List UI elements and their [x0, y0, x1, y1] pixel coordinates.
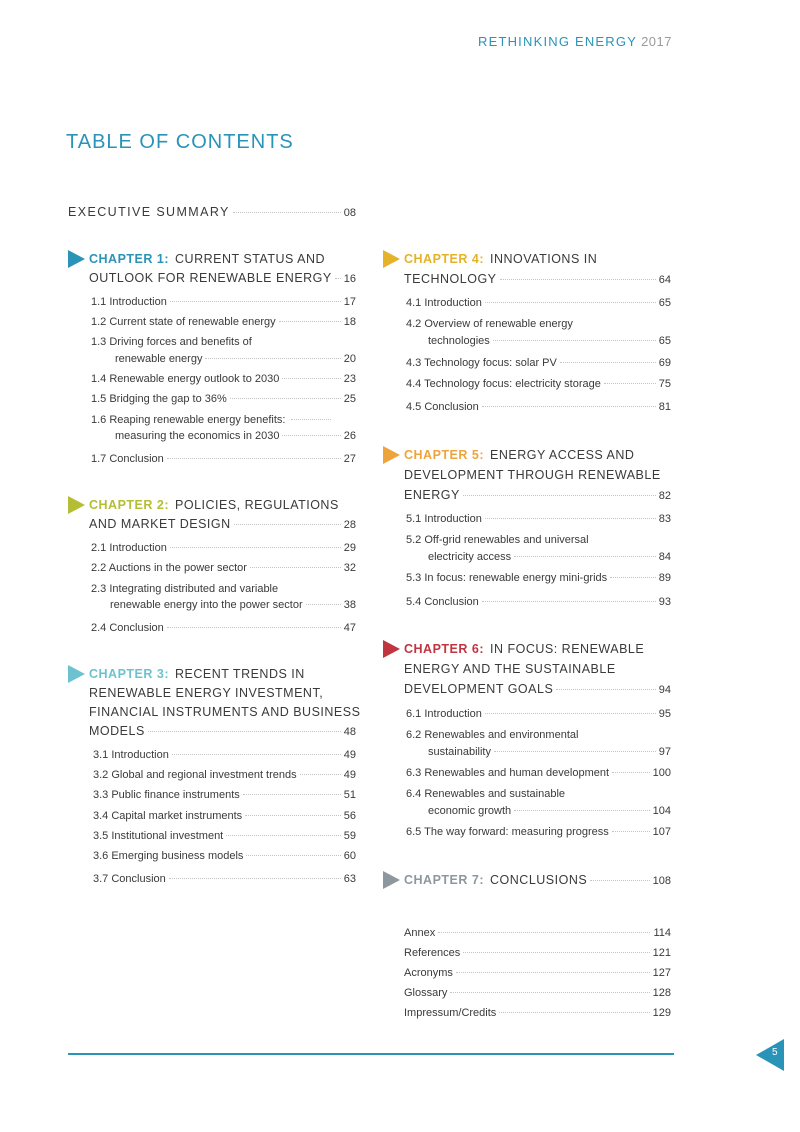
dot-leader	[170, 547, 341, 548]
toc-entry-4-2-line-1[interactable]: 4.2 Overview of renewable energy	[406, 318, 573, 330]
dot-leader	[482, 406, 656, 407]
chapter-2-marker-icon	[68, 496, 85, 514]
toc-entry-label: 3.5 Institutional investment	[93, 830, 224, 842]
dot-leader	[456, 972, 650, 973]
page-title: TABLE OF CONTENTS	[66, 131, 294, 153]
toc-entry-references[interactable]	[404, 947, 671, 959]
dot-leader	[485, 302, 656, 303]
toc-entry-label: References	[404, 947, 461, 959]
toc-entry-label: Glossary	[404, 987, 448, 999]
chapter-title-line: OUTLOOK FOR RENEWABLE ENERGY	[89, 271, 332, 285]
toc-entry-page: 75	[658, 378, 671, 390]
toc-entry-label: economic growth	[428, 805, 512, 817]
dot-leader	[463, 495, 656, 496]
chapter-title-line: ENERGY ACCESS AND	[490, 448, 635, 462]
toc-entry-label: 1.5 Bridging the gap to 36%	[91, 393, 227, 405]
dot-leader	[245, 815, 341, 816]
toc-entry-3-7[interactable]	[93, 873, 356, 885]
toc-entry-label: Acronyms	[404, 967, 453, 979]
toc-entry-page: 25	[343, 393, 356, 405]
toc-entry-page: 65	[658, 297, 671, 309]
toc-entry-label: 3.1 Introduction	[93, 749, 169, 761]
chapter-title-line: AND MARKET DESIGN	[89, 517, 231, 531]
chapter-4-heading[interactable]	[404, 252, 597, 266]
chapter-7-heading[interactable]	[404, 873, 671, 887]
toc-entry-5-2-line-1[interactable]: 5.2 Off-grid renewables and universal	[406, 534, 589, 546]
dot-leader	[500, 279, 656, 280]
toc-entry-label: 2.4 Conclusion	[91, 622, 164, 634]
chapter-number: CHAPTER 1:	[89, 252, 170, 266]
toc-entry-1-4[interactable]	[91, 373, 356, 385]
toc-entry-label: sustainability	[428, 746, 491, 758]
toc-entry-1-6-line-1[interactable]	[91, 414, 356, 426]
chapter-title-line: ENERGY	[404, 488, 460, 502]
dot-leader	[493, 340, 656, 341]
toc-entry-acronyms[interactable]	[404, 967, 671, 979]
toc-entry-page: 16	[343, 273, 356, 285]
chapter-number: CHAPTER 2:	[89, 498, 170, 512]
chapter-2-heading-line-2[interactable]	[89, 517, 356, 531]
chapter-number: CHAPTER 4:	[404, 252, 485, 266]
toc-entry-6-1[interactable]	[406, 708, 671, 720]
dot-leader	[499, 1012, 649, 1013]
toc-entry-label: 6.5 The way forward: measuring progress	[406, 826, 609, 838]
toc-entry-page: 20	[343, 353, 356, 365]
toc-entry-page: 107	[652, 826, 671, 838]
chapter-title-line: INNOVATIONS IN	[490, 252, 598, 266]
toc-entry-page: 60	[343, 850, 356, 862]
toc-entry-page: 49	[343, 749, 356, 761]
toc-entry-3-6[interactable]	[93, 850, 356, 862]
toc-entry-3-3[interactable]	[93, 789, 356, 801]
toc-entry-label: 1.7 Conclusion	[91, 453, 164, 465]
toc-entry-4-4[interactable]	[406, 378, 671, 390]
toc-entry-page: 38	[343, 599, 356, 611]
toc-entry-5-4[interactable]	[406, 596, 671, 608]
chapter-title-line: CONCLUSIONS	[490, 873, 588, 887]
toc-entry-annex[interactable]	[404, 927, 671, 939]
dot-leader	[450, 992, 649, 993]
chapter-3-heading-line-4[interactable]	[89, 724, 356, 738]
dot-leader	[243, 794, 341, 795]
toc-entry-page: 129	[652, 1007, 671, 1019]
toc-entry-1-2[interactable]	[91, 316, 356, 328]
chapter-number: CHAPTER 6:	[404, 642, 485, 656]
toc-entry-label: 4.3 Technology focus: solar PV	[406, 357, 557, 369]
chapter-6-marker-icon	[383, 640, 400, 658]
toc-entry-label: 3.4 Capital market instruments	[93, 810, 243, 822]
toc-entry-page: 51	[343, 789, 356, 801]
dot-leader	[438, 932, 650, 933]
toc-entry-label: 1.4 Renewable energy outlook to 2030	[91, 373, 280, 385]
toc-entry-6-5[interactable]	[406, 826, 671, 838]
chapter-7-marker-icon	[383, 871, 400, 889]
chapter-title-line: MODELS	[89, 724, 145, 738]
toc-entry-label: EXECUTIVE SUMMARY	[68, 205, 230, 219]
dot-leader	[205, 358, 340, 359]
toc-entry-label: electricity access	[428, 551, 512, 563]
dot-leader	[612, 831, 650, 832]
dot-leader	[482, 601, 656, 602]
chapter-5-heading-line-2[interactable]: DEVELOPMENT THROUGH RENEWABLE	[404, 468, 661, 482]
dot-leader	[610, 577, 656, 578]
toc-entry-page: 94	[658, 684, 671, 696]
toc-entry-page: 69	[658, 357, 671, 369]
toc-entry-label: 2.2 Auctions in the power sector	[91, 562, 247, 574]
dot-leader	[485, 518, 656, 519]
chapter-title-line: CURRENT STATUS AND	[175, 252, 326, 266]
dot-leader	[514, 810, 649, 811]
toc-entry-1-5[interactable]	[91, 393, 356, 405]
toc-entry-page: 100	[652, 767, 671, 779]
dot-leader	[300, 774, 341, 775]
toc-entry-executive-summary[interactable]	[68, 205, 356, 219]
toc-entry-page: 27	[343, 453, 356, 465]
toc-entry-label: 4.4 Technology focus: electricity storage	[406, 378, 601, 390]
dot-leader	[612, 772, 650, 773]
chapter-number: CHAPTER 5:	[404, 448, 485, 462]
dot-leader	[170, 301, 341, 302]
chapter-5-heading[interactable]	[404, 448, 634, 462]
toc-entry-page: 82	[658, 490, 671, 502]
toc-entry-page: 108	[652, 875, 671, 887]
dot-leader	[485, 713, 656, 714]
toc-entry-label: technologies	[428, 335, 490, 347]
toc-entry-4-1[interactable]	[406, 297, 671, 309]
toc-entry-5-2[interactable]	[428, 551, 671, 563]
toc-entry-3-5[interactable]	[93, 830, 356, 842]
dot-leader	[282, 378, 340, 379]
toc-entry-page: 08	[343, 207, 356, 219]
toc-entry-page: 97	[658, 746, 671, 758]
toc-entry-6-2-line-1[interactable]: 6.2 Renewables and environmental	[406, 729, 579, 741]
toc-entry-5-1[interactable]	[406, 513, 671, 525]
toc-entry-page: 121	[652, 947, 671, 959]
toc-entry-1-3[interactable]	[115, 353, 356, 365]
footer-rule	[68, 1053, 674, 1055]
toc-entry-page: 93	[658, 596, 671, 608]
toc-entry-label: 4.1 Introduction	[406, 297, 482, 309]
chapter-title-line: RECENT TRENDS IN	[175, 667, 305, 681]
chapter-6-heading-line-2[interactable]: ENERGY AND THE SUSTAINABLE	[404, 662, 616, 676]
dot-leader	[167, 627, 341, 628]
dot-leader	[514, 556, 656, 557]
dot-leader	[230, 398, 341, 399]
running-header	[478, 34, 672, 49]
chapter-6-heading[interactable]	[404, 642, 644, 656]
toc-entry-page: 48	[343, 726, 356, 738]
dot-leader	[246, 855, 340, 856]
toc-entry-label: 6.1 Introduction	[406, 708, 482, 720]
toc-entry-label: 5.3 In focus: renewable energy mini-grids	[406, 572, 608, 584]
publication-year: 2017	[641, 34, 672, 49]
dot-leader	[463, 952, 649, 953]
toc-entry-glossary[interactable]	[404, 987, 671, 999]
toc-entry-page: 104	[652, 805, 671, 817]
toc-entry-label: Impressum/Credits	[404, 1007, 497, 1019]
dot-leader	[169, 878, 341, 879]
chapter-5-heading-line-3[interactable]	[404, 488, 671, 502]
chapter-4-marker-icon	[383, 250, 400, 268]
chapter-title-line: POLICIES, REGULATIONS	[175, 498, 339, 512]
chapter-3-marker-icon	[68, 665, 85, 683]
toc-entry-page: 49	[343, 769, 356, 781]
toc-entry-label: 3.3 Public finance instruments	[93, 789, 240, 801]
chapter-title-line: TECHNOLOGY	[404, 272, 497, 286]
toc-entry-2-4[interactable]	[91, 622, 356, 634]
page-number: 5	[772, 1047, 778, 1058]
toc-entry-page: 81	[658, 401, 671, 413]
dot-leader	[335, 278, 341, 279]
toc-entry-label: measuring the economics in 2030	[115, 430, 280, 442]
toc-entry-1-6[interactable]	[115, 430, 356, 442]
toc-entry-label: renewable energy	[115, 353, 203, 365]
toc-entry-1-1[interactable]	[91, 296, 356, 308]
chapter-6-heading-line-3[interactable]	[404, 682, 671, 696]
toc-entry-page: 65	[658, 335, 671, 347]
dot-leader	[560, 362, 656, 363]
toc-entry-2-3[interactable]	[110, 599, 356, 611]
chapter-3-heading-line-3[interactable]: FINANCIAL INSTRUMENTS AND BUSINESS	[89, 705, 361, 719]
toc-entry-page: 59	[343, 830, 356, 842]
chapter-2-heading[interactable]	[89, 498, 339, 512]
toc-entry-1-7[interactable]	[91, 453, 356, 465]
chapter-number: CHAPTER 7:	[404, 873, 485, 887]
toc-entry-page: 26	[343, 430, 356, 442]
toc-entry-3-1[interactable]	[93, 749, 356, 761]
toc-entry-label: Annex	[404, 927, 436, 939]
toc-entry-6-4[interactable]	[428, 805, 671, 817]
dot-leader	[250, 567, 341, 568]
toc-entry-page: 114	[653, 927, 671, 939]
toc-entry-label: 1.2 Current state of renewable energy	[91, 316, 276, 328]
toc-entry-2-3-line-1[interactable]: 2.3 Integrating distributed and variable	[91, 583, 279, 595]
dot-leader	[148, 731, 341, 732]
chapter-1-heading-line-2[interactable]	[89, 271, 356, 285]
dot-leader	[556, 689, 655, 690]
chapter-1-heading[interactable]	[89, 252, 325, 266]
toc-entry-page: 128	[652, 987, 671, 999]
chapter-3-heading-line-2[interactable]: RENEWABLE ENERGY INVESTMENT,	[89, 686, 324, 700]
dot-leader	[279, 321, 341, 322]
dot-leader	[233, 212, 341, 213]
toc-entry-page: 56	[343, 810, 356, 822]
chapter-4-heading-line-2[interactable]	[404, 272, 671, 286]
dot-leader	[167, 458, 341, 459]
toc-entry-4-5[interactable]	[406, 401, 671, 413]
toc-entry-page: 47	[343, 622, 356, 634]
toc-entry-page: 28	[343, 519, 356, 531]
toc-entry-3-4[interactable]	[93, 810, 356, 822]
dot-leader	[306, 604, 341, 605]
toc-entry-page: 23	[343, 373, 356, 385]
toc-entry-2-2[interactable]	[91, 562, 356, 574]
toc-entry-5-3[interactable]	[406, 572, 671, 584]
chapter-5-marker-icon	[383, 446, 400, 464]
toc-entry-label: renewable energy into the power sector	[110, 599, 303, 611]
dot-leader	[172, 754, 341, 755]
dot-leader	[494, 751, 656, 752]
toc-entry-label: 5.1 Introduction	[406, 513, 482, 525]
chapter-number: CHAPTER 3:	[89, 667, 170, 681]
toc-entry-6-3[interactable]	[406, 767, 671, 779]
dot-leader	[282, 435, 340, 436]
toc-entry-page: 84	[658, 551, 671, 563]
toc-entry-page: 17	[343, 296, 356, 308]
chapter-1-marker-icon	[68, 250, 85, 268]
chapter-3-heading[interactable]	[89, 667, 305, 681]
dot-leader	[234, 524, 341, 525]
toc-entry-label: 4.5 Conclusion	[406, 401, 479, 413]
toc-entry-page: 32	[343, 562, 356, 574]
toc-entry-1-3-line-1[interactable]: 1.3 Driving forces and benefits of	[91, 336, 252, 348]
toc-entry-label: 5.4 Conclusion	[406, 596, 479, 608]
toc-entry-4-2[interactable]	[428, 335, 671, 347]
toc-entry-page: 64	[658, 274, 671, 286]
toc-entry-label: 2.1 Introduction	[91, 542, 167, 554]
chapter-title-line: DEVELOPMENT GOALS	[404, 682, 554, 696]
chapter-title-line: IN FOCUS: RENEWABLE	[490, 642, 645, 656]
toc-entry-label: 1.6 Reaping renewable energy benefits:	[91, 414, 286, 426]
dot-leader	[590, 880, 649, 881]
toc-entry-label: 1.1 Introduction	[91, 296, 167, 308]
toc-entry-page: 83	[658, 513, 671, 525]
dot-leader	[604, 383, 656, 384]
toc-entry-page: 127	[652, 967, 671, 979]
toc-entry-page: 63	[343, 873, 356, 885]
page-number-tab-icon	[756, 1039, 784, 1071]
toc-entry-label: 3.2 Global and regional investment trends	[93, 769, 297, 781]
toc-entry-label: 3.7 Conclusion	[93, 873, 166, 885]
toc-entry-page: 18	[343, 316, 356, 328]
toc-entry-page: 29	[343, 542, 356, 554]
publication-title: RETHINKING ENERGY	[477, 34, 638, 49]
toc-entry-2-1[interactable]	[91, 542, 356, 554]
dot-leader	[226, 835, 341, 836]
toc-entry-6-4-line-1[interactable]: 6.4 Renewables and sustainable	[406, 788, 566, 800]
toc-entry-page: 95	[658, 708, 671, 720]
toc-entry-page: 89	[658, 572, 671, 584]
toc-entry-3-2[interactable]	[93, 769, 356, 781]
toc-entry-label: 3.6 Emerging business models	[93, 850, 244, 862]
dot-leader	[291, 419, 331, 420]
toc-entry-label: 6.3 Renewables and human development	[406, 767, 610, 779]
toc-entry-6-2[interactable]	[428, 746, 671, 758]
toc-entry-4-3[interactable]	[406, 357, 671, 369]
toc-entry-impressum-credits[interactable]	[404, 1007, 671, 1019]
